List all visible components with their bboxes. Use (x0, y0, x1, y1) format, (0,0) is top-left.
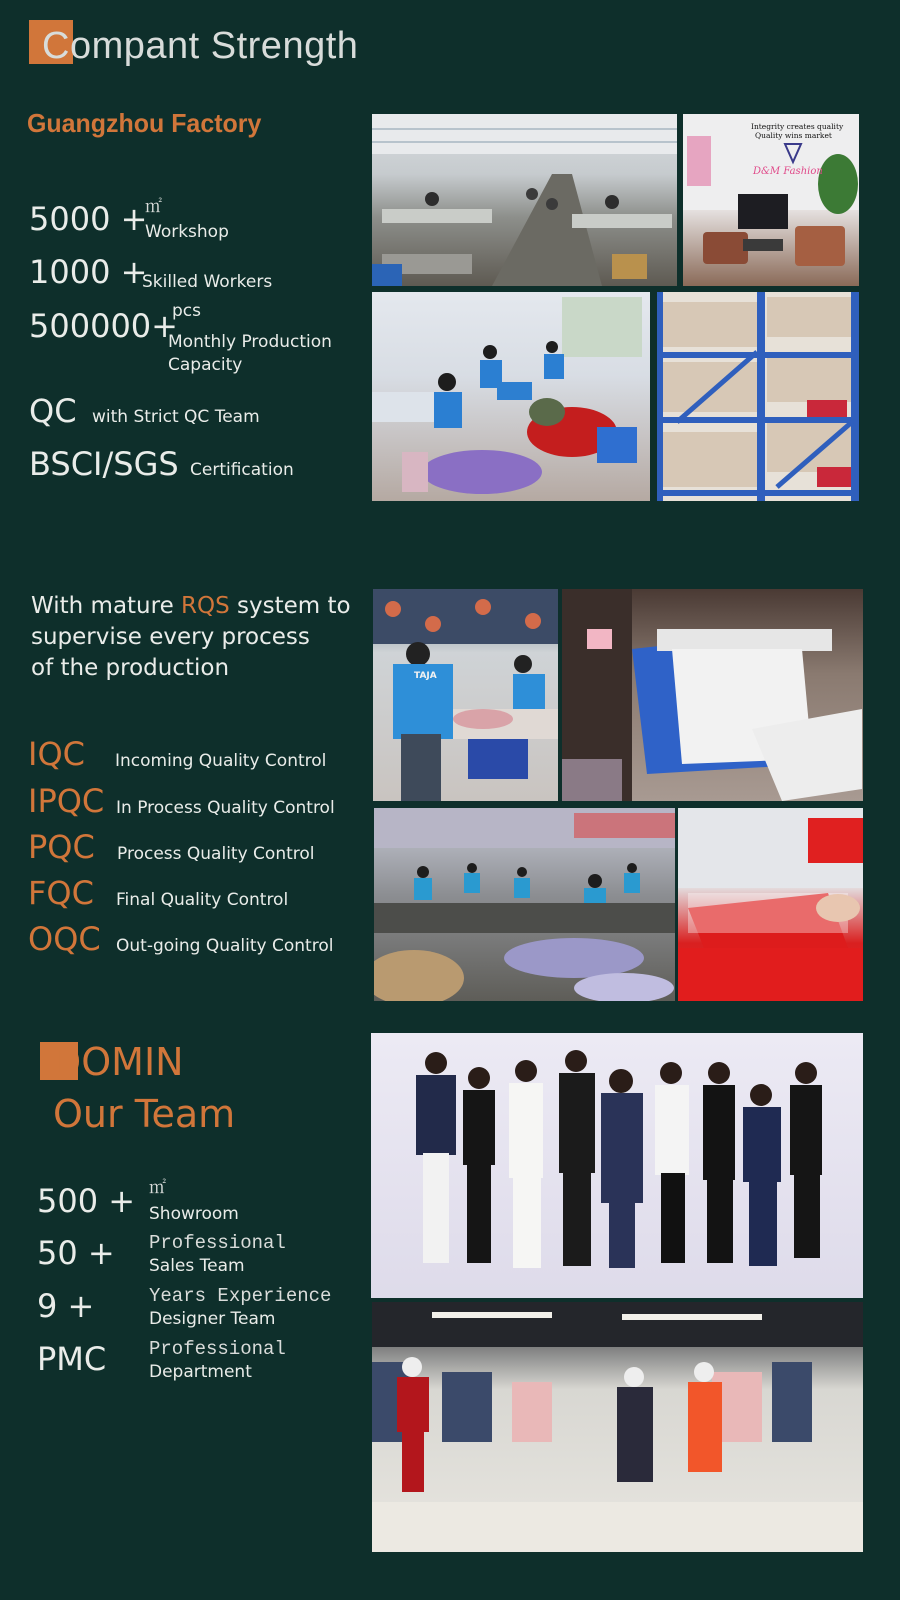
brand-name: DOMIN (52, 1040, 184, 1084)
stat-capacity-desc-2: Capacity (168, 355, 243, 375)
stat-workshop-unit: ㎡ (145, 199, 162, 218)
shirt-text: TAJA (414, 671, 437, 681)
qc-iqc-abbr: IQC (28, 735, 85, 773)
team-sales-desc: Sales Team (149, 1256, 245, 1276)
qc-oqc-desc: Out-going Quality Control (116, 936, 334, 956)
page-title: Compant Strength (42, 25, 359, 67)
stat-cert-desc: Certification (190, 460, 294, 480)
team-design-label: Years Experience (149, 1285, 332, 1307)
production-line-photo (374, 808, 675, 1001)
qc-pqc-abbr: PQC (28, 828, 95, 866)
rqs-intro-pre: With mature (31, 593, 182, 619)
stat-workers-value: 1000 + (29, 253, 148, 291)
office-reception-photo (683, 114, 859, 286)
team-pmc-value: PMC (37, 1340, 107, 1378)
office-sign-line1: Integrity creates quality (751, 122, 844, 131)
team-heading: Our Team (53, 1092, 236, 1136)
workers-cutting-photo (373, 589, 558, 801)
team-pmc-desc: Department (149, 1362, 252, 1382)
rqs-intro-line3: of the production (31, 655, 230, 681)
team-showroom-desc: Showroom (149, 1204, 239, 1224)
qc-fqc-desc: Final Quality Control (116, 890, 289, 910)
sewing-workers-photo (372, 292, 650, 501)
qc-ipqc-desc: In Process Quality Control (116, 798, 335, 818)
team-sales-value: 50 + (37, 1234, 115, 1272)
qc-fqc-abbr: FQC (28, 874, 94, 912)
rqs-intro (31, 591, 361, 684)
workshop-floor-photo (372, 114, 677, 286)
team-showroom-value: 500 + (37, 1182, 136, 1220)
team-design-desc: Designer Team (149, 1309, 276, 1329)
team-showroom-unit: ㎡ (149, 1180, 166, 1199)
stat-workers-desc: Skilled Workers (142, 272, 273, 292)
rqs-highlight: RQS (181, 593, 230, 619)
office-sign-brand: D&M Fashion (753, 166, 823, 177)
stat-capacity-unit: pcs (172, 301, 201, 321)
team-design-value: 9 + (37, 1287, 95, 1325)
red-garment-packing-photo (678, 808, 863, 1001)
stat-qc-desc: with Strict QC Team (92, 407, 260, 427)
qc-pqc-desc: Process Quality Control (117, 844, 315, 864)
qc-ipqc-abbr: IPQC (28, 782, 105, 820)
office-sign-line2: Quality wins market (755, 131, 832, 140)
stat-capacity-value: 500000+ (29, 307, 178, 345)
team-sales-label: Professional (149, 1232, 286, 1254)
qc-iqc-desc: Incoming Quality Control (115, 751, 327, 771)
qc-oqc-abbr: OQC (28, 920, 101, 958)
stat-qc-value: QC (29, 392, 77, 430)
stat-capacity-desc-1: Monthly Production (168, 332, 332, 352)
stat-workshop-desc: Workshop (145, 222, 229, 242)
stat-workshop-value: 5000 + (29, 200, 148, 238)
rqs-intro-post: system to (229, 593, 351, 619)
showroom-photo (372, 1302, 863, 1552)
team-group-photo (371, 1033, 863, 1298)
factory-label: Guangzhou Factory (27, 108, 262, 138)
team-pmc-label: Professional (149, 1338, 286, 1360)
stat-cert-value: BSCI/SGS (29, 445, 179, 483)
fabric-inspection-machine-photo (562, 589, 863, 801)
warehouse-shelves-photo (657, 292, 859, 501)
rqs-intro-line2: supervise every process (31, 624, 310, 650)
